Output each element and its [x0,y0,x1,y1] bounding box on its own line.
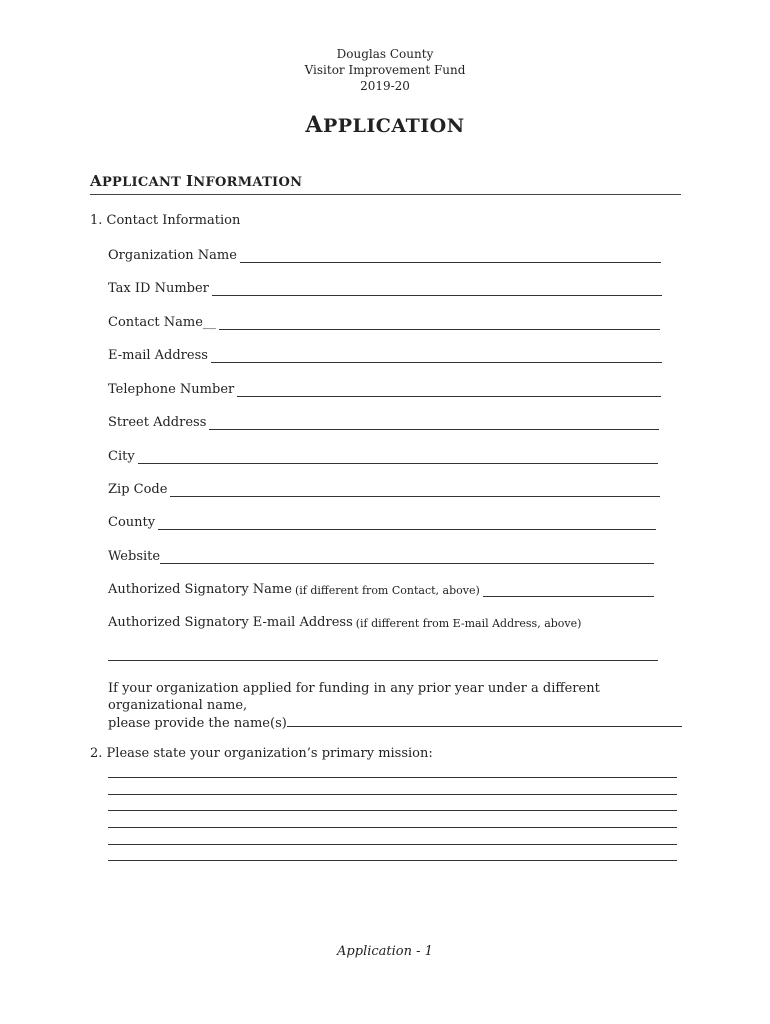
organization-name-input[interactable] [240,249,661,262]
mission-line[interactable] [108,843,677,845]
tax-id-field [108,278,662,296]
section-rest-1: PPLICANT [101,175,186,190]
authorized-signatory-label: Authorized Signatory Name [108,582,292,597]
mission-line[interactable] [108,793,677,795]
title-rest: PPLICATION [322,115,465,137]
website-input[interactable] [160,550,654,563]
contact-name-input[interactable] [219,316,660,329]
county-input[interactable] [158,516,656,529]
organization-name-label: Organization Name [108,248,237,263]
website-field [108,546,654,564]
county-field [108,512,656,530]
zip-code-label: Zip Code [108,482,168,497]
website-label: Website [108,549,161,564]
tax-id-label: Tax ID Number [108,281,209,296]
prior-name-input-line[interactable] [287,714,682,727]
telephone-line[interactable] [237,382,661,397]
mission-line[interactable] [108,809,677,811]
telephone-field [108,379,661,397]
tax-id-line[interactable] [212,281,662,296]
title-initial: A [305,112,323,138]
section-initial-2: I [185,172,194,190]
authorized-signatory-field [108,579,654,597]
prior-name-line-1: If your organization applied for funding in any prior year under a different organizational name, [108,681,600,713]
city-label: City [108,449,135,464]
section-rule [90,194,681,195]
authorized-signatory-line[interactable] [483,582,654,597]
prior-name-question [108,680,683,732]
page-title [0,112,770,138]
authorized-email-field [108,612,668,630]
city-line[interactable] [138,449,658,464]
telephone-input[interactable] [237,383,661,396]
question-1-label: 1. Contact Information [90,213,241,228]
email-label: E-mail Address [108,348,208,363]
contact-name-line[interactable] [219,315,660,330]
email-field [108,345,662,363]
page-footer: Application - 1 [337,944,433,959]
street-address-field [108,412,659,430]
section-rest-2: NFORMATION [193,175,303,190]
email-input[interactable] [211,349,662,362]
authorized-email-note: (if different from E-mail Address, above) [355,617,582,630]
telephone-label: Telephone Number [108,382,235,397]
county-name: Douglas County [336,47,434,61]
street-address-label: Street Address [108,415,207,430]
zip-code-field [108,479,660,497]
authorized-signatory-note: (if different from Contact, above) [294,584,480,597]
website-line[interactable] [160,549,654,564]
zip-code-input[interactable] [170,483,660,496]
fund-name: Visitor Improvement Fund [304,63,466,77]
organization-name-line[interactable] [240,248,661,263]
zip-code-line[interactable] [170,482,660,497]
mission-line[interactable] [108,826,677,828]
authorized-signatory-input[interactable] [483,583,654,596]
county-line[interactable] [158,515,656,530]
county-label: County [108,515,156,530]
contact-name-label: Contact Name__ [108,315,216,330]
section-initial-1: A [90,172,102,190]
email-line[interactable] [211,348,662,363]
city-input[interactable] [138,450,658,463]
city-field [108,446,658,464]
contact-name-field [108,312,660,330]
street-address-line[interactable] [209,415,659,430]
tax-id-input[interactable] [212,282,662,295]
section-heading [90,172,302,190]
authorized-email-label: Authorized Signatory E-mail Address [108,615,353,630]
organization-name-field [108,245,661,263]
prior-name-line-2: please provide the name(s) [108,716,287,731]
fiscal-year: 2019-20 [360,79,410,93]
mission-line[interactable] [108,776,677,778]
mission-line[interactable] [108,859,677,861]
street-address-input[interactable] [209,416,659,429]
authorized-email-line[interactable] [108,659,658,661]
question-2-label: 2. Please state your organization’s primary mission: [90,746,433,761]
